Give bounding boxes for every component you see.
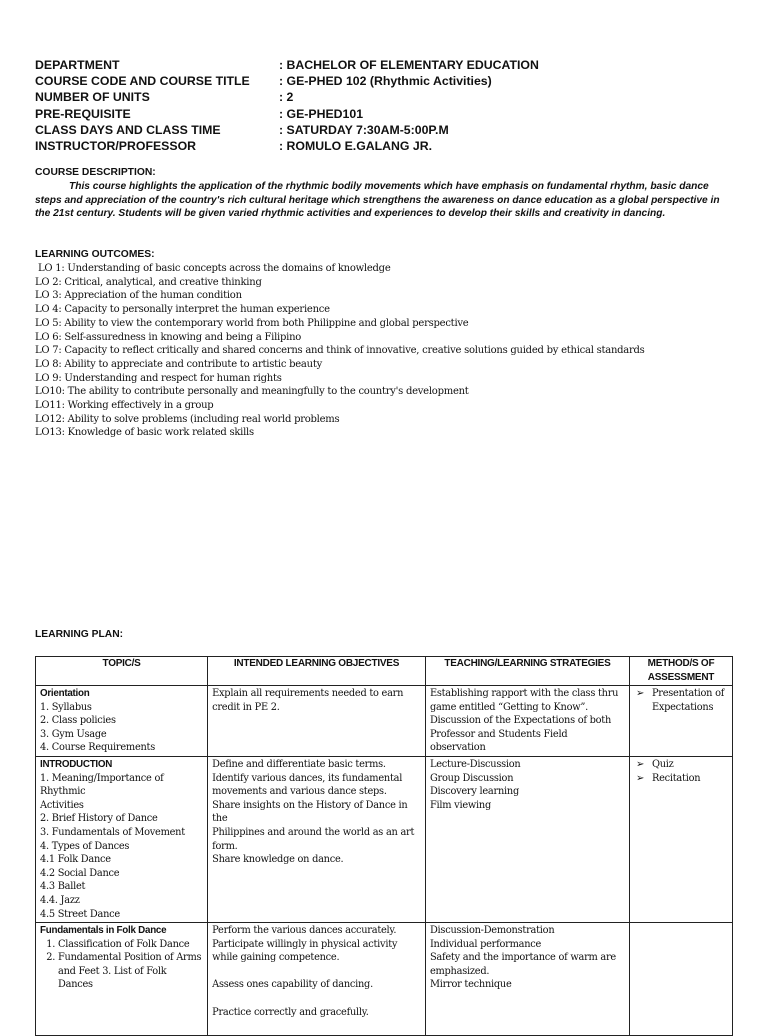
objective-line: Practice correctly and gracefully.: [212, 1006, 369, 1018]
topic-title: Orientation: [40, 688, 90, 699]
topic-line: 1. Classification of Folk Dance: [58, 938, 203, 952]
info-row-class-time: [35, 122, 735, 138]
info-row-department: [35, 57, 735, 73]
learning-outcome-item: LO12: Ability to solve problems (including real world problems: [35, 413, 340, 425]
learning-outcomes-heading: LEARNING OUTCOMES:: [35, 249, 155, 260]
info-label: PRE-REQUISITE: [35, 106, 131, 121]
info-label: COURSE CODE AND COURSE TITLE: [35, 74, 250, 89]
assessment-item: [634, 772, 728, 786]
learning-outcome-item: LO 6: Self-assuredness in knowing and being a Filipino: [35, 331, 302, 343]
objective-line: Identify various dances, its fundamental movements and various dance steps.: [212, 772, 403, 798]
topic-line: 3. Gym Usage: [40, 728, 107, 740]
topic-line: 4.2 Social Dance: [40, 867, 120, 879]
info-label: CLASS DAYS AND CLASS TIME: [35, 122, 221, 137]
spacer: [212, 992, 421, 1006]
learning-outcomes-list: [35, 262, 645, 440]
table-row: [36, 923, 733, 1036]
column-header-assessment: METHOD/S OF ASSESSMENT: [629, 657, 732, 686]
table-row: [36, 686, 733, 757]
strategies-cell: [425, 756, 629, 922]
assessment-text: Recitation: [651, 772, 701, 784]
strategy-line: Mirror technique: [429, 979, 512, 991]
learning-outcome-item: LO 2: Critical, analytical, and creative thinking: [35, 276, 262, 288]
info-value: : BACHELOR OF ELEMENTARY EDUCATION: [279, 58, 539, 72]
objective-line: Share knowledge on dance.: [212, 854, 344, 866]
info-value: : ROMULO E.GALANG JR.: [279, 138, 433, 153]
topic-line: 1. Meaning/Importance of Rhythmic: [40, 772, 164, 798]
learning-outcome-item: LO 5: Ability to view the contemporary world from both Philippine and global perspective: [35, 317, 469, 329]
info-label: NUMBER OF UNITS: [35, 90, 150, 105]
column-header-strategies: TEACHING/LEARNING STRATEGIES: [425, 657, 629, 686]
objectives-cell: [208, 923, 426, 1036]
info-label: INSTRUCTOR/PROFESSOR: [35, 138, 197, 153]
topic-line: Activities: [40, 799, 84, 811]
learning-plan-table: [35, 656, 733, 1036]
course-info-header: [35, 57, 735, 154]
topic-line: 1. Syllabus: [40, 701, 92, 713]
learning-outcome-item: LO 7: Capacity to reflect critically and shared concerns and think of innovative, creative solutions guided by ethical standards: [35, 345, 645, 357]
topic-line: 4.5 Street Dance: [40, 908, 120, 920]
strategy-line: Discovery learning: [429, 786, 519, 798]
topic-line: 2. Fundamental Position of Arms and Feet 3. List of Folk Dances: [58, 951, 203, 992]
learning-outcome-item: LO 1: Understanding of basic concepts across the domains of knowledge: [38, 263, 391, 274]
topic-line: 4.1 Folk Dance: [40, 854, 111, 866]
topic-line: 2. Brief History of Dance: [40, 813, 158, 825]
arrow-bullet-icon: ➢: [635, 688, 645, 699]
strategies-cell: [425, 923, 629, 1036]
info-value: : SATURDAY 7:30AM-5:00P.M: [279, 122, 449, 137]
column-header-objectives: INTENDED LEARNING OBJECTIVES: [208, 657, 426, 686]
learning-outcome-item: LO13: Knowledge of basic work related skills: [35, 427, 254, 439]
topic-line: 3. Fundamentals of Movement: [40, 826, 185, 838]
assessment-item: [634, 687, 728, 714]
course-description-text: This course highlights the application of the rhythmic bodily movements which have emphasis on fundamental rhythm, basic dance steps and appreciation of the country's rich cultural heritage which strengthens the awareness on dance education as a global perspective in the 21st century. Students will be given varied rhythmic activities and experiences to develop their skills and creativity in dancing.: [35, 181, 720, 220]
spacer: [212, 965, 421, 979]
assessment-text: Presentation of Expectations: [651, 688, 725, 713]
objectives-cell: [208, 686, 426, 757]
topic-title: Fundamentals in Folk Dance: [40, 925, 167, 937]
learning-outcome-item: LO 9: Understanding and respect for human rights: [35, 372, 282, 384]
topic-line: 4.3 Ballet: [40, 881, 86, 893]
course-description-heading: COURSE DESCRIPTION:: [35, 167, 156, 178]
learning-outcome-item: LO 3: Appreciation of the human condition: [35, 290, 242, 302]
strategy-line: Lecture-Discussion: [429, 758, 521, 770]
strategy-line: Discussion of the Expectations of both Professor and Students Field observation: [429, 715, 612, 754]
objective-line: Philippines and around the world as an art form.: [212, 826, 415, 852]
objective-line: Explain all requirements needed to earn credit in PE 2.: [212, 688, 404, 713]
learning-outcome-item: LO10: The ability to contribute personally and meaningfully to the country's development: [35, 386, 469, 398]
strategy-line: Individual performance: [429, 938, 542, 950]
assessment-cell: [629, 756, 732, 922]
info-row-instructor: [35, 138, 735, 154]
info-row-prerequisite: [35, 106, 735, 122]
learning-outcome-item: LO 4: Capacity to personally interpret the human experience: [35, 304, 330, 316]
strategy-line: Film viewing: [429, 799, 491, 811]
learning-plan-heading: LEARNING PLAN:: [35, 629, 124, 640]
info-value: : 2: [279, 90, 294, 105]
assessment-item: [634, 758, 728, 772]
strategy-line: Discussion-Demonstration: [429, 925, 555, 937]
assessment-text: Quiz: [651, 758, 674, 770]
topic-cell: [36, 756, 208, 922]
objective-line: Participate willingly in physical activity while gaining competence.: [212, 938, 398, 964]
topic-line: 4. Course Requirements: [40, 742, 156, 754]
strategies-cell: [425, 686, 629, 757]
learning-outcome-item: LO11: Working effectively in a group: [35, 400, 214, 412]
assessment-cell: [629, 923, 732, 1036]
assessment-cell: [629, 686, 732, 757]
topic-line: 4.4. Jazz: [40, 894, 80, 906]
info-row-course-title: [35, 73, 735, 89]
table-header-row: [36, 657, 733, 686]
learning-outcome-item: LO 8: Ability to appreciate and contribute to artistic beauty: [35, 358, 322, 370]
objective-line: Define and differentiate basic terms.: [212, 758, 386, 770]
objectives-cell: [208, 756, 426, 922]
table-row: [36, 756, 733, 922]
strategy-line: Group Discussion: [429, 772, 514, 784]
arrow-bullet-icon: ➢: [635, 772, 645, 784]
arrow-bullet-icon: ➢: [635, 758, 645, 770]
column-header-topics: TOPIC/S: [36, 657, 208, 686]
objective-line: Assess ones capability of dancing.: [212, 979, 373, 991]
info-value: : GE-PHED 102 (Rhythmic Activities): [279, 74, 492, 89]
strategy-line: Establishing rapport with the class thru game entitled “Getting to Know”.: [429, 688, 619, 713]
info-label: DEPARTMENT: [35, 58, 120, 72]
topic-title: INTRODUCTION: [40, 758, 113, 770]
topic-line: 2. Class policies: [40, 715, 116, 727]
topic-cell: [36, 686, 208, 757]
info-value: : GE-PHED101: [279, 106, 364, 121]
topic-line: 4. Types of Dances: [40, 840, 130, 852]
topic-cell: [36, 923, 208, 1036]
strategy-line: Safety and the importance of warm are emphasized.: [429, 952, 616, 977]
objective-line: Perform the various dances accurately.: [212, 925, 397, 937]
info-row-units: [35, 89, 735, 105]
objective-line: Share insights on the History of Dance in the: [212, 799, 408, 825]
